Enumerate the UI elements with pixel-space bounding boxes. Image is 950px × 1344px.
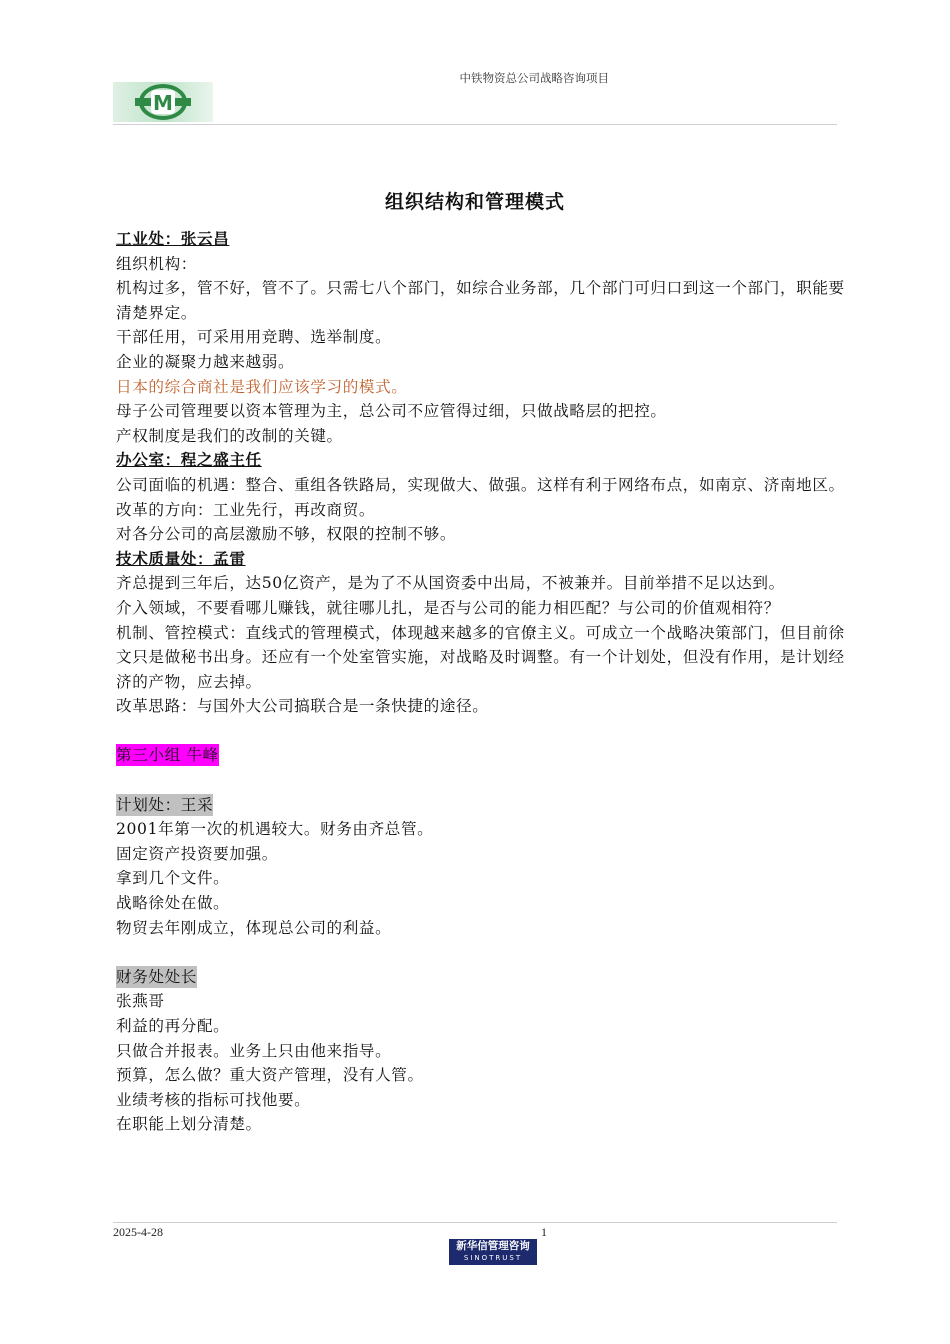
footer-date: 2025-4-28 xyxy=(113,1225,163,1239)
page-number: 1 xyxy=(541,1225,547,1239)
paragraph: 干部任用，可采用用竞聘、选举制度。 xyxy=(116,328,392,347)
finance-heading: 财务处处长 xyxy=(116,967,197,986)
section-heading-industry: 工业处：张云昌 xyxy=(116,229,230,248)
logo-letter: M xyxy=(153,91,173,115)
paragraph: 业绩考核的指标可找他要。 xyxy=(116,1090,311,1109)
paragraph: 固定资产投资要加强。 xyxy=(116,844,278,863)
paragraph: 在职能上划分清楚。 xyxy=(116,1115,262,1134)
logo-mark-icon xyxy=(113,82,213,122)
section-heading-office: 办公室：程之盛主任 xyxy=(116,450,262,470)
document-title: 组织结构和管理模式 xyxy=(384,191,565,213)
paragraph: 物贸去年刚成立，体现总公司的利益。 xyxy=(116,918,392,937)
header-title: 中铁物资总公司战略咨询项目 xyxy=(459,71,609,85)
logo-cn-text: 新华信管理咨询 xyxy=(456,1240,530,1252)
page-header xyxy=(113,68,837,125)
page-footer xyxy=(113,1222,837,1262)
paragraph: 介入领域，不要看哪儿赚钱，就往哪儿扎，是否与公司的能力相匹配？与公司的价值观相符？ xyxy=(116,598,780,617)
logo-en-text: SINOTRUST xyxy=(463,1254,523,1262)
section-heading-quality: 技术质量处：孟雷 xyxy=(116,548,246,568)
planning-heading: 计划处：王采 xyxy=(116,795,214,814)
paragraph: 拿到几个文件。 xyxy=(116,869,230,888)
paragraph: 只做合并报表。业务上只由他来指导。 xyxy=(116,1041,392,1060)
highlighted-paragraph: 日本的综合商社是我们应该学习的模式。 xyxy=(116,377,408,396)
document-body xyxy=(116,227,850,1137)
sinotrust-logo xyxy=(449,1239,537,1265)
paragraph: 公司面临的机遇：整合、重组各铁路局，实现做大、做强。这样有利于网络布点，如南京、济南地区。 xyxy=(116,475,845,494)
paragraph: 组织机构： xyxy=(116,254,197,273)
paragraph: 2001年第一次的机遇较大。财务由齐总管。 xyxy=(116,820,434,839)
paragraph: 张燕哥 xyxy=(116,992,165,1011)
paragraph: 战略徐处在做。 xyxy=(116,894,230,913)
paragraph: 母子公司管理要以资本管理为主，总公司不应管得过细，只做战略层的把控。 xyxy=(116,402,667,421)
company-logo xyxy=(113,82,213,122)
paragraph: 利益的再分配。 xyxy=(116,1017,230,1035)
paragraph: 机构过多，管不好，管不了。只需七八个部门，如综合业务部，几个部门可归口到这一个部门，职能要清楚界定。 xyxy=(116,279,845,322)
paragraph: 预算，怎么做？重大资产管理，没有人管。 xyxy=(116,1066,424,1085)
paragraph: 齐总提到三年后，达50亿资产，是为了不从国资委中出局，不被兼并。目前举措不足以达到。 xyxy=(116,574,785,593)
paragraph: 机制、管控模式：直线式的管理模式，体现越来越多的官僚主义。可成立一个战略决策部门，但目前徐文只是做秘书出身。还应有一个处室管实施，对战略及时调整。有一个计划处，但没有作用，是计划经济的产物，应去掉。 xyxy=(116,623,845,691)
paragraph: 企业的凝聚力越来越弱。 xyxy=(116,352,295,371)
paragraph: 产权制度是我们的改制的关键。 xyxy=(116,426,343,445)
group-label: 第三小组 牛峰 xyxy=(116,746,219,765)
paragraph: 对各分公司的高层激励不够，权限的控制不够。 xyxy=(116,525,457,544)
paragraph: 改革的方向：工业先行，再改商贸。 xyxy=(116,500,376,519)
paragraph: 改革思路：与国外大公司搞联合是一条快捷的途径。 xyxy=(116,697,489,716)
